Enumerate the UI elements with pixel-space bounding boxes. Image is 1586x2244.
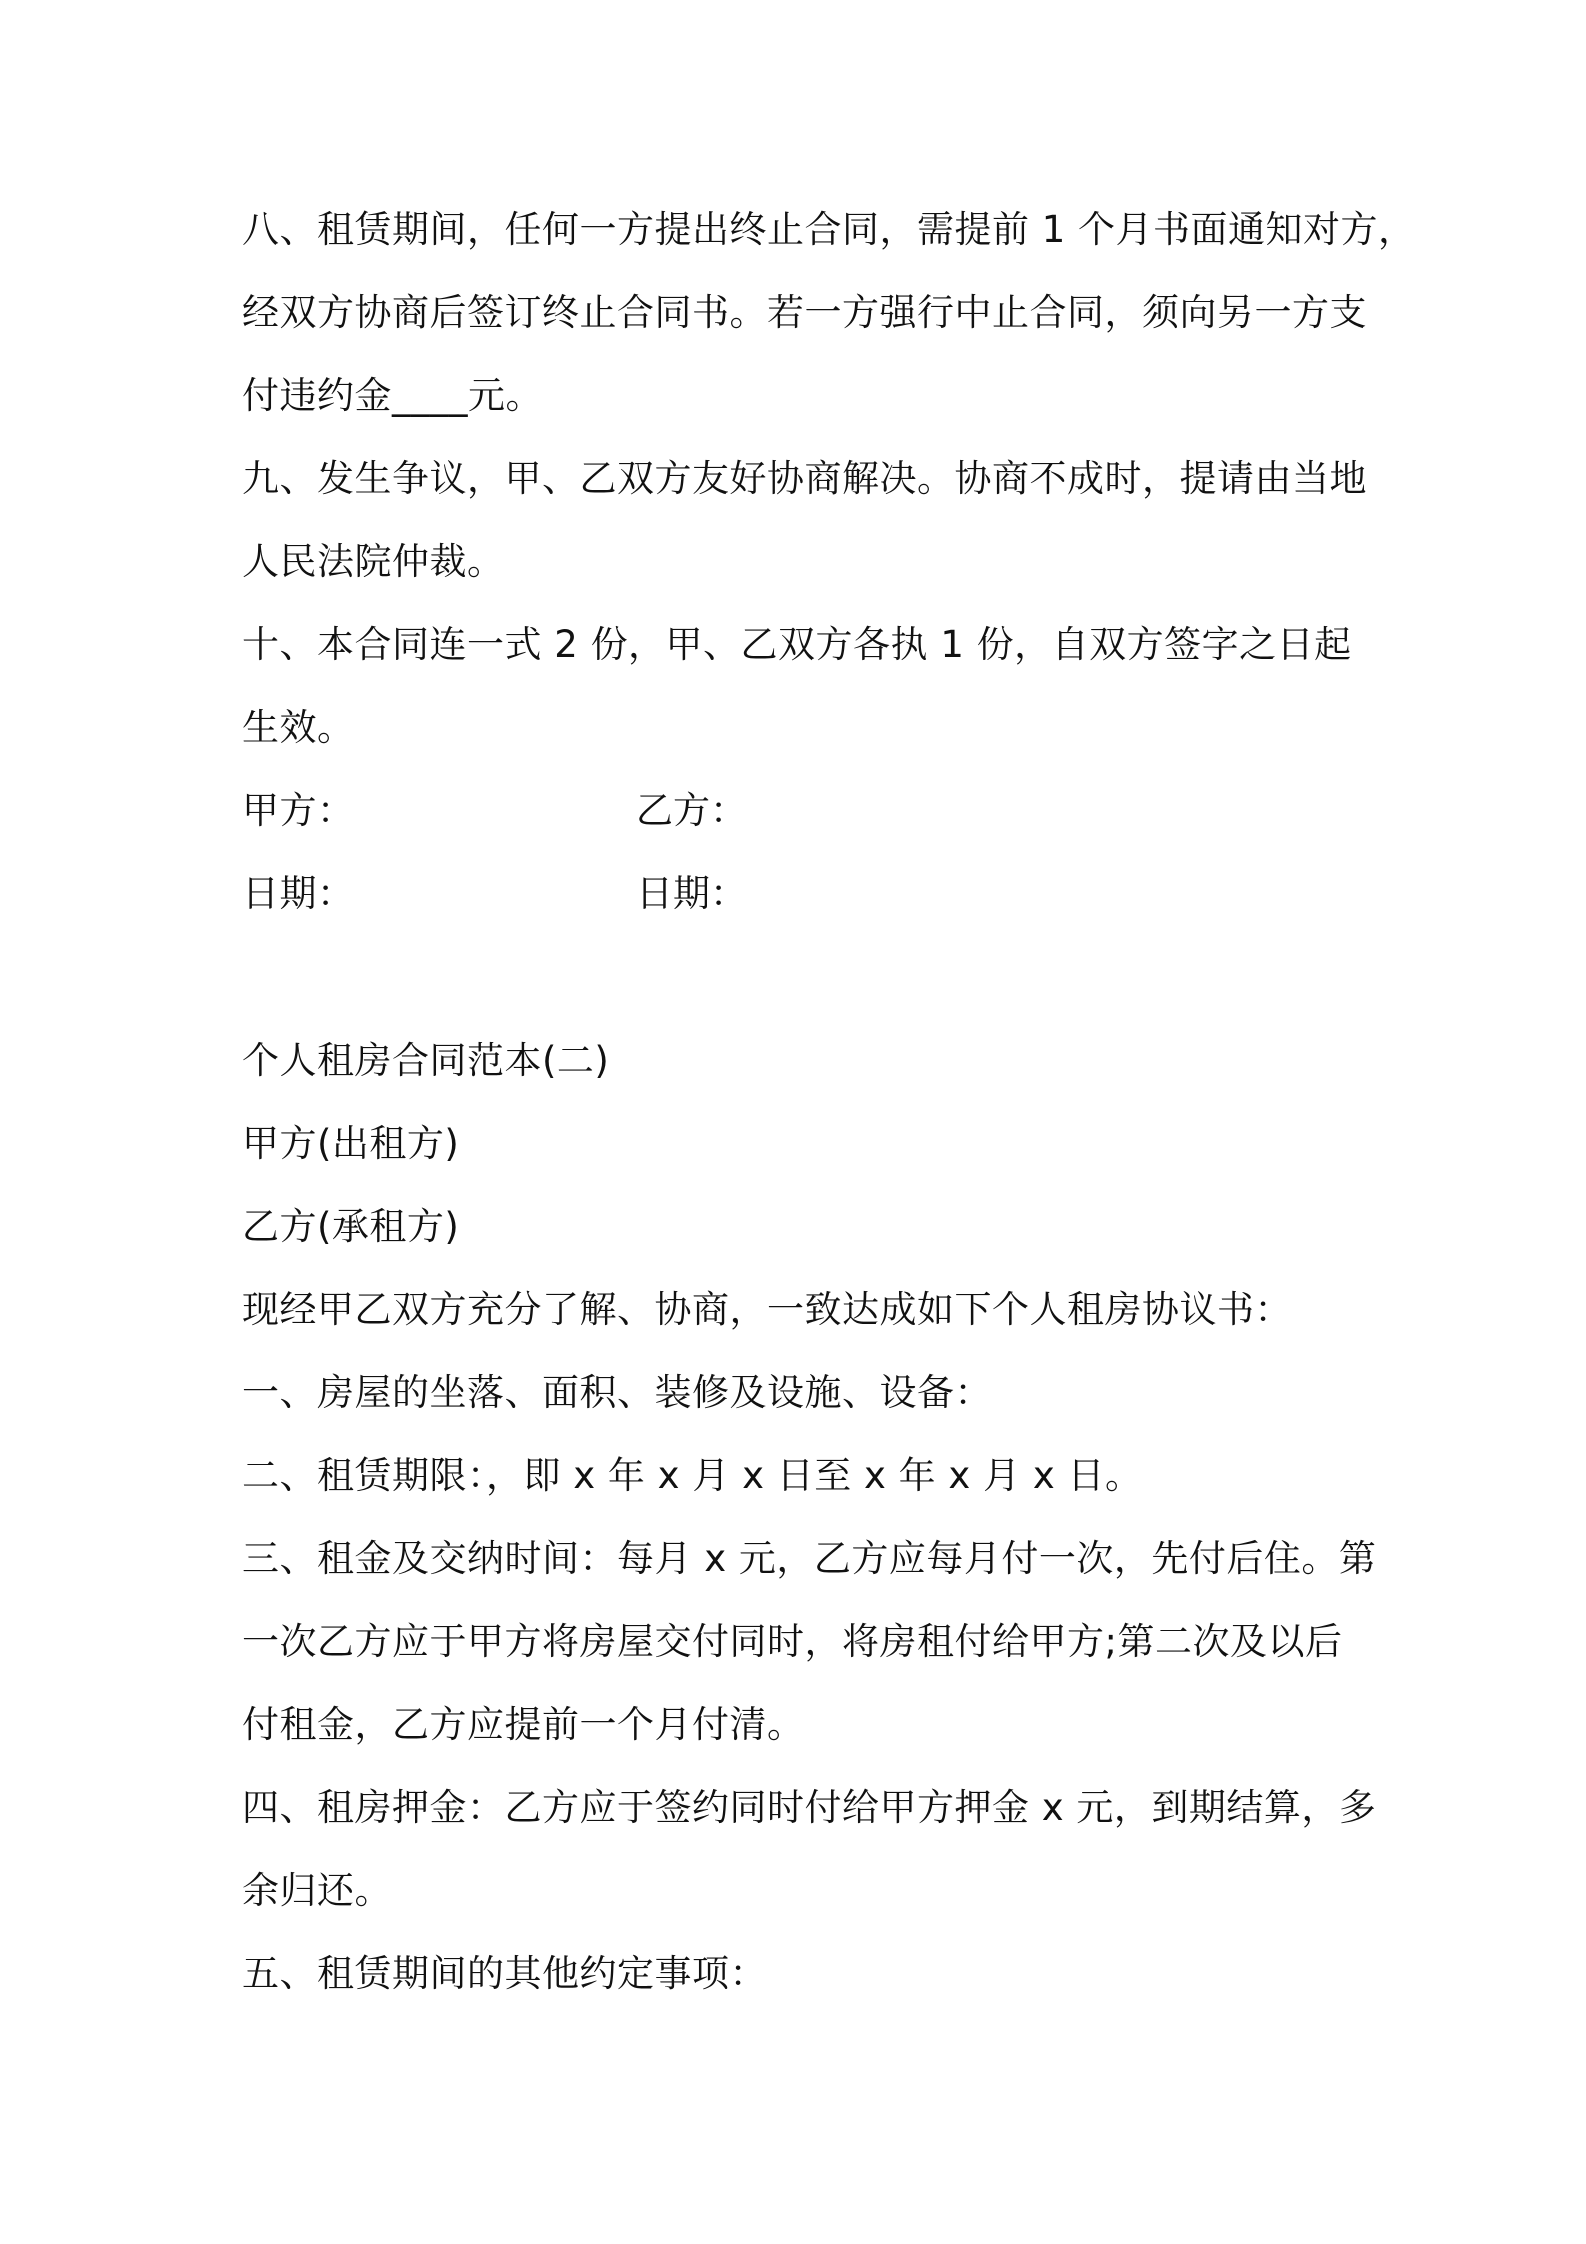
- clause-3-line-2: 一次乙方应于甲方将房屋交付同时，将房租付给甲方;第二次及以后: [242, 1620, 1343, 1663]
- party-b-lessee: 乙方(承租方): [242, 1205, 460, 1248]
- clause-9-line-2: 人民法院仲裁。: [242, 540, 505, 583]
- clause-9-line-1: 九、发生争议，甲、乙双方友好协商解决。协商不成时，提请由当地: [242, 457, 1367, 500]
- clause-3-line-1: 三、租金及交纳时间：每月 x 元，乙方应每月付一次，先付后住。第: [242, 1537, 1377, 1580]
- clause-4-line-2: 余归还。: [242, 1869, 392, 1912]
- clause-1: 一、房屋的坐落、面积、装修及设施、设备：: [242, 1371, 992, 1414]
- party-a-lessor: 甲方(出租方): [242, 1122, 460, 1165]
- party-b-signature-label: 乙方：: [636, 789, 747, 832]
- clause-3-line-3: 付租金，乙方应提前一个月付清。: [242, 1703, 805, 1746]
- clause-8-line-3: 付违约金____元。: [242, 374, 543, 417]
- clause-2: 二、租赁期限：，即 x 年 x 月 x 日至 x 年 x 月 x 日。: [242, 1454, 1143, 1497]
- clause-10-line-1: 十、本合同连一式 2 份，甲、乙双方各执 1 份，自双方签字之日起: [242, 623, 1352, 666]
- clause-4-line-1: 四、租房押金：乙方应于签约同时付给甲方押金 x 元，到期结算，多: [242, 1786, 1377, 1829]
- party-a-date-label: 日期：: [242, 872, 355, 915]
- clause-8-line-2: 经双方协商后签订终止合同书。若一方强行中止合同，须向另一方支: [242, 291, 1367, 334]
- party-a-signature-label: 甲方：: [242, 789, 355, 832]
- party-b-date-label: 日期：: [636, 872, 747, 915]
- contract-2-title: 个人租房合同范本(二): [242, 1039, 610, 1082]
- clause-10-line-2: 生效。: [242, 706, 355, 749]
- clause-5: 五、租赁期间的其他约定事项：: [242, 1952, 767, 1995]
- agreement-intro: 现经甲乙双方充分了解、协商，一致达成如下个人租房协议书：: [242, 1288, 1292, 1331]
- clause-8-line-1: 八、租赁期间，任何一方提出终止合同，需提前 1 个月书面通知对方，: [242, 208, 1416, 251]
